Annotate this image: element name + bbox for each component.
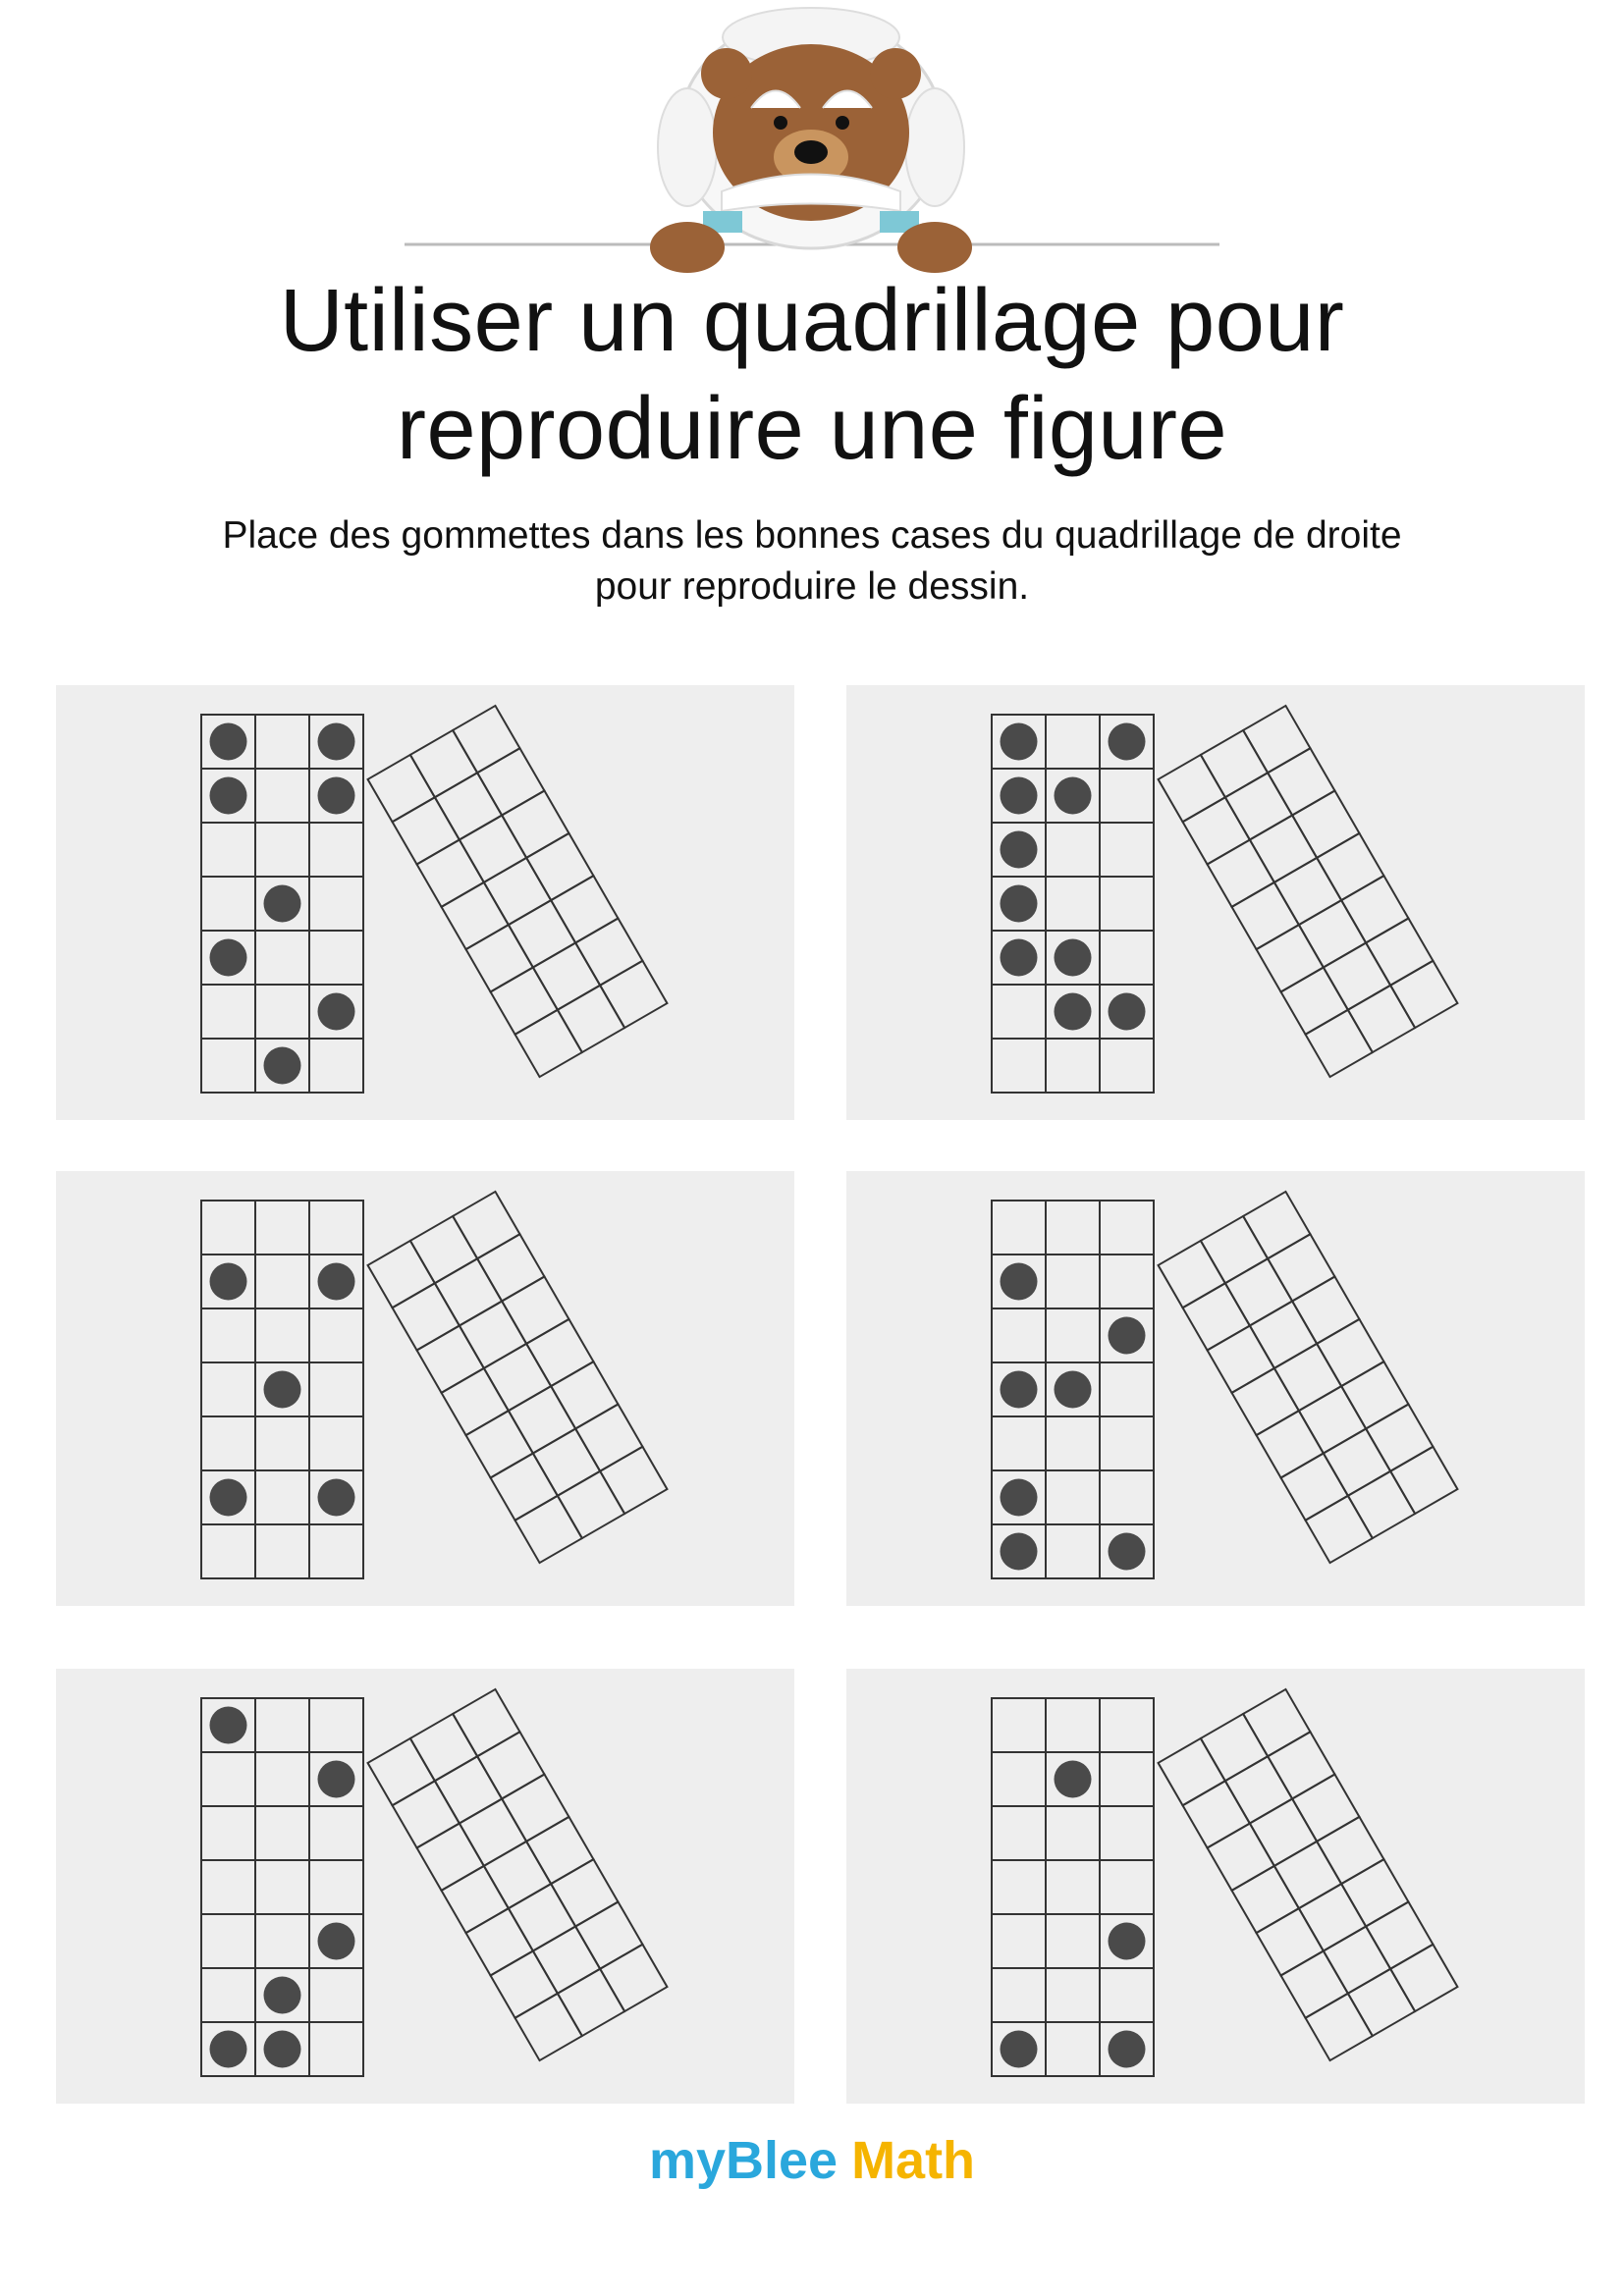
sticker-dot <box>1001 831 1038 869</box>
answer-grid-cell[interactable] <box>1232 882 1299 949</box>
model-grid-cell <box>201 1752 255 1806</box>
answer-grid-cell[interactable] <box>533 1926 600 1993</box>
model-grid-cell <box>255 1914 309 1968</box>
sticker-dot <box>318 1923 355 1960</box>
model-grid-cell <box>201 1308 255 1362</box>
model-grid-cell <box>1100 877 1154 931</box>
model-grid-cell <box>309 1968 363 2022</box>
answer-grid-cell[interactable] <box>1159 1241 1225 1308</box>
model-grid-cell <box>255 1752 309 1806</box>
sticker-dot <box>1001 723 1038 761</box>
answer-grid-cell[interactable] <box>1299 1884 1366 1950</box>
answer-grid-cell[interactable] <box>1281 1453 1348 1520</box>
model-grid-cell <box>255 1201 309 1255</box>
sticker-dot <box>318 993 355 1031</box>
model-grid <box>201 1698 363 2076</box>
model-grid-cell <box>1046 1968 1100 2022</box>
model-grid-cell <box>1046 823 1100 877</box>
model-grid-cell <box>1100 1698 1154 1752</box>
answer-grid-cell[interactable] <box>1183 797 1250 864</box>
answer-grid[interactable] <box>368 1689 668 2060</box>
answer-grid-cell[interactable] <box>1201 1216 1268 1283</box>
brand-math: Math <box>851 2131 976 2190</box>
model-grid-cell <box>992 1968 1046 2022</box>
answer-grid-cell[interactable] <box>558 986 624 1052</box>
instructions-line2: pour reproduire le dessin. <box>594 565 1030 608</box>
answer-grid-cell[interactable] <box>1306 1496 1373 1563</box>
answer-grid-cell[interactable] <box>1317 1817 1383 1884</box>
model-grid-cell <box>201 1039 255 1093</box>
model-grid-cell <box>1046 1470 1100 1524</box>
sticker-dot <box>1109 1533 1146 1571</box>
answer-grid-cell[interactable] <box>1366 1404 1433 1470</box>
answer-grid-cell[interactable] <box>551 876 618 942</box>
answer-grid-cell[interactable] <box>1306 1994 1373 2060</box>
model-grid-cell <box>309 1698 363 1752</box>
answer-grid-cell[interactable] <box>368 1241 435 1308</box>
model-grid-cell <box>1100 1752 1154 1806</box>
model-grid-cell <box>255 1524 309 1578</box>
answer-grid-cell[interactable] <box>491 967 558 1034</box>
model-grid-cell <box>255 985 309 1039</box>
model-grid-cell <box>309 1524 363 1578</box>
answer-grid-cell[interactable] <box>1243 706 1310 773</box>
model-grid-cell <box>992 1308 1046 1362</box>
answer-grid-cell[interactable] <box>1390 1447 1457 1514</box>
answer-grid-cell[interactable] <box>484 858 551 925</box>
model-grid-cell <box>309 823 363 877</box>
model-grid-cell <box>255 1860 309 1914</box>
answer-grid-cell[interactable] <box>1281 967 1348 1034</box>
answer-grid-cell[interactable] <box>515 1994 582 2060</box>
model-grid-cell <box>309 1806 363 1860</box>
model-grid-cell <box>309 931 363 985</box>
sticker-dot <box>1055 939 1092 977</box>
answer-grid-cell[interactable] <box>1292 1277 1359 1344</box>
answer-grid-cell[interactable] <box>442 882 509 949</box>
answer-grid-cell[interactable] <box>575 1901 642 1968</box>
model-grid-cell <box>201 1201 255 1255</box>
exercise-5-drawing <box>56 1669 794 2104</box>
brand-my: my <box>648 2131 726 2190</box>
sticker-dot <box>1109 723 1146 761</box>
model-grid-cell <box>201 1914 255 1968</box>
sticker-dot <box>1055 1761 1092 1798</box>
model-grid-cell <box>992 1698 1046 1752</box>
answer-grid-cell[interactable] <box>393 797 460 864</box>
answer-grid-cell[interactable] <box>600 1447 667 1514</box>
sticker-dot <box>210 1479 247 1517</box>
model-grid <box>992 1698 1154 2076</box>
answer-grid-cell[interactable] <box>1268 748 1334 815</box>
model-grid-cell <box>309 1416 363 1470</box>
answer-grid-cell[interactable] <box>1274 1842 1341 1908</box>
sticker-dot <box>1109 1317 1146 1355</box>
model-grid-cell <box>992 1752 1046 1806</box>
sticker-dot <box>210 723 247 761</box>
model-grid-cell <box>255 1470 309 1524</box>
model-grid-cell <box>309 1201 363 1255</box>
answer-grid-cell[interactable] <box>509 1884 575 1950</box>
sticker-dot <box>1001 1533 1038 1571</box>
answer-grid-cell[interactable] <box>393 1283 460 1350</box>
model-grid-cell <box>1046 1308 1100 1362</box>
brand-blee: Blee <box>725 2131 839 2190</box>
answer-grid-cell[interactable] <box>491 1453 558 1520</box>
model-grid <box>992 715 1154 1093</box>
answer-grid-cell[interactable] <box>410 1216 477 1283</box>
answer-grid-cell[interactable] <box>558 1969 624 2036</box>
sticker-dot <box>318 1263 355 1301</box>
model-grid-cell <box>1100 1860 1154 1914</box>
answer-grid-cell[interactable] <box>484 1344 551 1411</box>
model-grid-cell <box>1046 1806 1100 1860</box>
instructions <box>147 510 1477 613</box>
model-grid-cell <box>1100 823 1154 877</box>
sticker-dot <box>318 1479 355 1517</box>
model-grid-cell <box>992 985 1046 1039</box>
sticker-dot <box>210 777 247 815</box>
exercise-1-drawing <box>56 685 794 1120</box>
answer-grid-cell[interactable] <box>1183 1781 1250 1847</box>
brand-logo <box>0 2130 1624 2191</box>
model-grid-cell <box>1046 2022 1100 2076</box>
sticker-dot <box>318 777 355 815</box>
model-grid-cell <box>1046 1416 1100 1470</box>
model-grid-cell <box>255 769 309 823</box>
answer-grid-cell[interactable] <box>1208 840 1274 907</box>
sticker-dot <box>1001 939 1038 977</box>
model-grid <box>201 1201 363 1578</box>
sticker-dot <box>1109 2031 1146 2068</box>
exercise-panel-2 <box>846 685 1585 1120</box>
answer-grid-cell[interactable] <box>558 1471 624 1538</box>
model-grid-cell <box>201 1524 255 1578</box>
answer-grid-cell[interactable] <box>393 1781 460 1847</box>
sticker-dot <box>1001 2031 1038 2068</box>
sticker-dot <box>1109 1923 1146 1960</box>
answer-grid-cell[interactable] <box>1268 1234 1334 1301</box>
page-title-line1: Utiliser un quadrillage pour <box>279 272 1345 370</box>
answer-grid-cell[interactable] <box>1225 1756 1292 1823</box>
answer-grid-cell[interactable] <box>1250 816 1317 882</box>
answer-grid-cell[interactable] <box>460 1302 526 1368</box>
answer-grid-cell[interactable] <box>1243 1192 1310 1258</box>
answer-grid-cell[interactable] <box>1390 1945 1457 2011</box>
answer-grid-cell[interactable] <box>417 1326 484 1393</box>
model-grid-cell <box>255 1806 309 1860</box>
answer-grid-cell[interactable] <box>1201 730 1268 797</box>
answer-grid-cell[interactable] <box>551 1362 618 1428</box>
model-grid <box>992 1201 1154 1578</box>
model-grid-cell <box>1100 1201 1154 1255</box>
model-grid-cell <box>1100 931 1154 985</box>
exercise-4-drawing <box>846 1171 1585 1606</box>
sticker-dot <box>1001 1371 1038 1409</box>
answer-grid-cell[interactable] <box>410 730 477 797</box>
model-grid-cell <box>255 1698 309 1752</box>
answer-grid-cell[interactable] <box>1225 773 1292 839</box>
model-grid-cell <box>309 1860 363 1914</box>
answer-grid-cell[interactable] <box>466 1411 533 1477</box>
model-grid-cell <box>309 1308 363 1362</box>
answer-grid-cell[interactable] <box>1341 1859 1408 1926</box>
model-grid-cell <box>1100 1255 1154 1308</box>
model-grid-cell <box>201 985 255 1039</box>
instructions-line1: Place des gommettes dans les bonnes cases du quadrillage de droite <box>222 514 1402 557</box>
answer-grid-cell[interactable] <box>1390 961 1457 1028</box>
sticker-dot <box>264 885 301 923</box>
model-grid-cell <box>1046 1914 1100 1968</box>
model-grid-cell <box>1046 1860 1100 1914</box>
answer-grid[interactable] <box>368 1192 668 1563</box>
answer-grid-cell[interactable] <box>1317 1319 1383 1386</box>
answer-grid-cell[interactable] <box>533 942 600 1009</box>
answer-grid-cell[interactable] <box>1348 1969 1415 2036</box>
answer-grid-cell[interactable] <box>1324 1926 1390 1993</box>
answer-grid-cell[interactable] <box>1183 1283 1250 1350</box>
answer-grid-cell[interactable] <box>1250 1302 1317 1368</box>
exercise-panel-5 <box>56 1669 794 2104</box>
model-grid-cell <box>201 1416 255 1470</box>
answer-grid-cell[interactable] <box>1292 791 1359 858</box>
model-grid-cell <box>1100 1362 1154 1416</box>
exercise-6-drawing <box>846 1669 1585 2104</box>
answer-grid-cell[interactable] <box>526 833 593 900</box>
answer-grid-cell[interactable] <box>1250 1799 1317 1866</box>
bear-face <box>701 44 921 221</box>
sticker-dot <box>264 2031 301 2068</box>
exercise-panel-3 <box>56 1171 794 1606</box>
answer-grid-cell[interactable] <box>435 1756 502 1823</box>
model-grid-cell <box>1046 1039 1100 1093</box>
answer-grid-cell[interactable] <box>442 1368 509 1435</box>
exercise-panel-4 <box>846 1171 1585 1606</box>
sticker-dot <box>318 723 355 761</box>
answer-grid-cell[interactable] <box>460 1799 526 1866</box>
model-grid-cell <box>1100 1806 1154 1860</box>
answer-grid-cell[interactable] <box>1324 942 1390 1009</box>
answer-grid-cell[interactable] <box>533 1428 600 1495</box>
answer-grid-cell[interactable] <box>453 1689 519 1756</box>
answer-grid-cell[interactable] <box>502 791 568 858</box>
answer-grid-cell[interactable] <box>477 1234 544 1301</box>
model-grid-cell <box>992 1860 1046 1914</box>
model-grid-cell <box>255 715 309 769</box>
answer-grid-cell[interactable] <box>515 1496 582 1563</box>
model-grid-cell <box>1046 1698 1100 1752</box>
sticker-dot <box>264 1371 301 1409</box>
answer-grid-cell[interactable] <box>575 918 642 985</box>
answer-grid[interactable] <box>1159 706 1458 1077</box>
model-grid-cell <box>201 1806 255 1860</box>
model-grid-cell <box>201 823 255 877</box>
answer-grid-cell[interactable] <box>435 773 502 839</box>
sticker-dot <box>318 1761 355 1798</box>
answer-grid-cell[interactable] <box>1257 925 1324 991</box>
answer-grid-cell[interactable] <box>509 900 575 967</box>
answer-grid-cell[interactable] <box>1306 1010 1373 1077</box>
model-grid-cell <box>255 931 309 985</box>
answer-grid-cell[interactable] <box>515 1010 582 1077</box>
page-title-line2: reproduire une figure <box>396 380 1228 478</box>
answer-grid-cell[interactable] <box>368 1738 435 1805</box>
answer-grid-cell[interactable] <box>575 1404 642 1470</box>
answer-grid-cell[interactable] <box>417 840 484 907</box>
model-grid-cell <box>1046 715 1100 769</box>
model-grid-cell <box>201 1968 255 2022</box>
answer-grid-cell[interactable] <box>1324 1428 1390 1495</box>
model-grid-cell <box>255 823 309 877</box>
answer-grid-cell[interactable] <box>484 1842 551 1908</box>
page-title <box>98 267 1526 483</box>
exercise-3-drawing <box>56 1171 794 1606</box>
sticker-dot <box>1001 777 1038 815</box>
answer-grid-cell[interactable] <box>1341 876 1408 942</box>
answer-grid-cell[interactable] <box>1208 1326 1274 1393</box>
sticker-dot <box>1001 885 1038 923</box>
model-grid-cell <box>992 1039 1046 1093</box>
answer-grid-cell[interactable] <box>466 1908 533 1975</box>
answer-grid-cell[interactable] <box>410 1714 477 1781</box>
answer-grid-cell[interactable] <box>526 1817 593 1884</box>
model-grid-cell <box>1046 1524 1100 1578</box>
answer-grid-cell[interactable] <box>477 748 544 815</box>
answer-grid-cell[interactable] <box>453 706 519 773</box>
model-grid-cell <box>201 1362 255 1416</box>
answer-grid-cell[interactable] <box>502 1775 568 1842</box>
model-grid-cell <box>1046 1201 1100 1255</box>
answer-grid-cell[interactable] <box>1243 1689 1310 1756</box>
answer-grid-cell[interactable] <box>1299 900 1366 967</box>
model-grid-cell <box>1100 1470 1154 1524</box>
model-grid-cell <box>255 1255 309 1308</box>
sticker-dot <box>1055 1371 1092 1409</box>
model-grid-cell <box>992 1806 1046 1860</box>
answer-grid-cell[interactable] <box>1208 1824 1274 1891</box>
answer-grid-cell[interactable] <box>509 1386 575 1453</box>
model-grid-cell <box>255 1308 309 1362</box>
answer-grid-cell[interactable] <box>1268 1732 1334 1798</box>
model-grid-cell <box>1100 1039 1154 1093</box>
answer-grid-cell[interactable] <box>1348 986 1415 1052</box>
answer-grid-cell[interactable] <box>1159 755 1225 822</box>
model-grid-cell <box>1046 877 1100 931</box>
answer-grid[interactable] <box>1159 1689 1458 2060</box>
model-grid-cell <box>201 877 255 931</box>
sticker-dot <box>210 1707 247 1744</box>
sticker-dot <box>1001 1479 1038 1517</box>
answer-grid-cell[interactable] <box>1317 833 1383 900</box>
sticker-dot <box>1001 1263 1038 1301</box>
model-grid-cell <box>309 2022 363 2076</box>
answer-grid-cell[interactable] <box>477 1732 544 1798</box>
answer-grid-cell[interactable] <box>1366 918 1433 985</box>
answer-grid-cell[interactable] <box>1225 1258 1292 1325</box>
sticker-dot <box>210 939 247 977</box>
model-grid-cell <box>992 1416 1046 1470</box>
answer-grid-cell[interactable] <box>551 1859 618 1926</box>
answer-grid-cell[interactable] <box>502 1277 568 1344</box>
answer-grid-cell[interactable] <box>1299 1386 1366 1453</box>
answer-grid-cell[interactable] <box>1292 1775 1359 1842</box>
answer-grid-cell[interactable] <box>1257 1908 1324 1975</box>
answer-grid-cell[interactable] <box>526 1319 593 1386</box>
model-grid-cell <box>992 1201 1046 1255</box>
answer-grid-cell[interactable] <box>460 816 526 882</box>
answer-grid-cell[interactable] <box>368 755 435 822</box>
answer-grid[interactable] <box>368 706 668 1077</box>
answer-grid-cell[interactable] <box>600 961 667 1028</box>
answer-grid-cell[interactable] <box>1159 1738 1225 1805</box>
model-grid-cell <box>309 877 363 931</box>
answer-grid-cell[interactable] <box>1366 1901 1433 1968</box>
sticker-dot <box>264 1977 301 2014</box>
sticker-dot <box>264 1047 301 1085</box>
mascot-illustration <box>0 0 1624 280</box>
model-grid-cell <box>255 1416 309 1470</box>
answer-grid-cell[interactable] <box>417 1824 484 1891</box>
exercise-panel-6 <box>846 1669 1585 2104</box>
model-grid-cell <box>1100 1968 1154 2022</box>
answer-grid-cell[interactable] <box>1201 1714 1268 1781</box>
answer-grid-cell[interactable] <box>442 1866 509 1933</box>
answer-grid-cell[interactable] <box>453 1192 519 1258</box>
sticker-dot <box>1055 777 1092 815</box>
answer-grid-cell[interactable] <box>600 1945 667 2011</box>
model-grid-cell <box>1100 1416 1154 1470</box>
exercise-2-drawing <box>846 685 1585 1120</box>
sticker-dot <box>210 1263 247 1301</box>
sticker-dot <box>210 2031 247 2068</box>
answer-grid-cell[interactable] <box>1281 1950 1348 2017</box>
model-grid-cell <box>309 1039 363 1093</box>
sticker-dot <box>1055 993 1092 1031</box>
model-grid <box>201 715 363 1093</box>
answer-grid-cell[interactable] <box>1232 1368 1299 1435</box>
sticker-dot <box>1109 993 1146 1031</box>
answer-grid-cell[interactable] <box>1257 1411 1324 1477</box>
answer-grid[interactable] <box>1159 1192 1458 1563</box>
model-grid-cell <box>1100 769 1154 823</box>
answer-grid-cell[interactable] <box>1348 1471 1415 1538</box>
answer-grid-cell[interactable] <box>435 1258 502 1325</box>
answer-grid-cell[interactable] <box>1274 858 1341 925</box>
answer-grid-cell[interactable] <box>1274 1344 1341 1411</box>
model-grid-cell <box>309 1362 363 1416</box>
model-grid-cell <box>1046 1255 1100 1308</box>
answer-grid-cell[interactable] <box>1232 1866 1299 1933</box>
answer-grid-cell[interactable] <box>491 1950 558 2017</box>
answer-grid-cell[interactable] <box>466 925 533 991</box>
exercise-panel-1 <box>56 685 794 1120</box>
answer-grid-cell[interactable] <box>1341 1362 1408 1428</box>
model-grid-cell <box>992 1914 1046 1968</box>
model-grid-cell <box>201 1860 255 1914</box>
